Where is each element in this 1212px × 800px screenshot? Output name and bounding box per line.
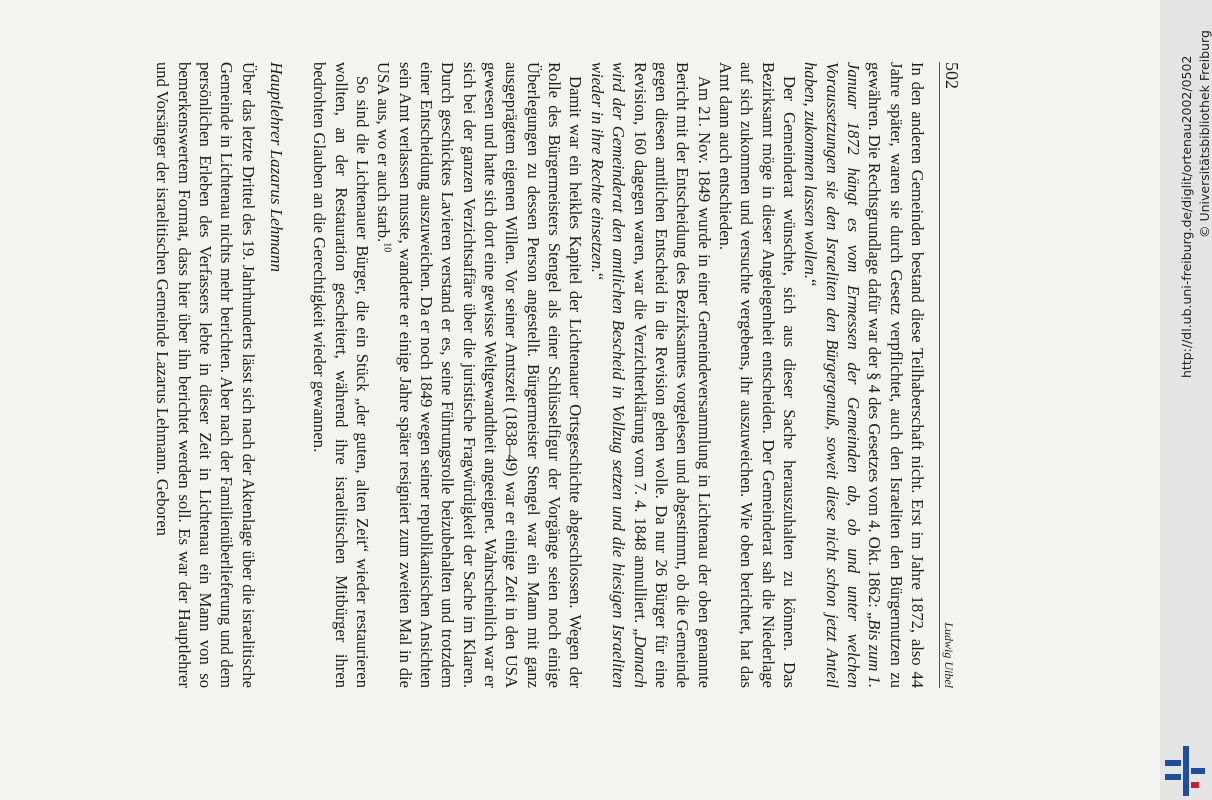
body-text (152, 62, 928, 688)
page-header (939, 62, 970, 688)
paragraph-3-quote: Danach wird der Gemeinderat den amtlichen Bescheid in Vollzug setzen und die hiesigen Israeliten wieder in ihre Rechte einsetzen. (587, 62, 650, 688)
paragraph-1-close: “ (801, 279, 821, 287)
source-url-link[interactable]: http://dl.ub.uni-freiburg.de/diglit/ortenau2002/0502 (1179, 55, 1194, 378)
paragraph-4 (373, 62, 586, 688)
rotated-text-frame (0, 62, 970, 702)
running-head-author: Ludwig Uibel (942, 622, 956, 688)
page-number: 502 (942, 62, 962, 89)
paragraph-3 (587, 62, 715, 688)
copyright-notice: © Universitätsbibliothek Freiburg (1197, 30, 1212, 238)
paragraph-1-text: In den anderen Gemeinden bestand diese Teilhaberschaft nicht. Erst im Jahre 1872, also 44 Jahre später, waren sie durch Gesetz verpflichtet, auch den Israeliten den Bürgernutzen zu gewähren. Die Rechtsgrundlage dafür war der § 4 des Gesetzes vom 4. Okt. 1862: „ (865, 62, 927, 688)
paragraph-3-text: Am 21. Nov. 1849 wurde in einer Gemeindeversammlung in Lichtenau der oben genannte Bericht mit der Entscheidung des Bezirksamtes vorgelesen und abgestimmt, ob die Gemeinde gegen diesen amtlichen Entscheid in die Revision gehen wolle. Da nur 26 Bürger für eine Revision, 160 dagegen waren, war die Verzichterklärung vom 7. 4. 1848 annulliert. „ (630, 62, 714, 688)
paragraph-4-text: Damit war ein heikles Kapitel der Lichtenauer Ortsgeschichte abgeschlossen. Wegen der Rolle des Bürgermeisters Stengel als einer Schlüsselfigur der Vorgänge seien noch einige Überlegungen zu dessen Person angestellt. Bürgermeister Stengel war ein Mann mit ganz ausgeprägtem eigenen Willen. Vor seiner Amtszeit (1838–49) war er einige Zeit in den USA gewesen und hatte sich dort eine gewisse Weltgewandtheit angeeignet. Wahrscheinlich war er sich bei der ganzen Verzichtsaffäre über die juristische Fragwürdigkeit der Sache im Klaren. Durch geschicktes Lavieren verstand er es, seine Führungsrolle beizubehalten und trotzdem einer Entscheidung auszuweichen. Da er noch 1849 wegen seiner republikanischen Ansichten sein Amt verlassen musste, wanderte er einige Jahre später resigniert zum zweiten Mal in die USA aus, wo er auch starb. (374, 62, 586, 688)
paragraph-2: Der Gemeinderat wünschte, sich aus dieser Sache herauszuhalten zu können. Das Bezirksamt möge in dieser Angelegenheit entscheiden. Der Gemeinderat sah die Niederlage auf sich zukommen und versuchte vergebens, ihr auszuweichen. Wie oben berichtet, hat das Amt dann auch entschieden. (715, 62, 799, 688)
paragraph-5: So sind die Lichtenauer Bürger, die ein Stück „der guten, alten Zeit“ wieder restaurieren wollten, an der Restauration gescheitert, während ihre israelitischen Mitbürger ihren bedrohten Glauben an die Gerechtigkeit wieder gewannen. (310, 62, 373, 688)
footnote-ref: 10 (381, 242, 393, 253)
paragraph-6: Über das letzte Drittel des 19. Jahrhunderts lässt sich nach der Aktenlage über die israelitische Gemeinde in Lichtenau nichts mehr berichten. Aber nach der Familienüberlieferung und dem persönlichen Erleben des Verfassers lebte in dieser Zeit in Lichtenau ein Mann von so bemerkenswertem Format, dass hier über ihn berichtet werden soll. Es war der Hauptlehrer und Vorsänger der israelitischen Gemeinde Lazarus Lehmann. Geboren (153, 62, 258, 688)
paragraph-1-quote: Bis zum 1. Januar 1872 hängt es vom Ermessen der Gemeinden ab, ob und unter welchen Voraussetzungen sie den Israeliten den Bürgergenuß, soweit diese nicht schon jetzt Anteil haben, zukommen lassen wollen. (801, 62, 885, 688)
paragraph-1 (800, 62, 928, 688)
section-heading: Hauptlehrer Lazarus Lehmann (267, 62, 287, 272)
library-logo-icon (1163, 746, 1207, 796)
paragraph-3-close: “ (587, 272, 607, 281)
